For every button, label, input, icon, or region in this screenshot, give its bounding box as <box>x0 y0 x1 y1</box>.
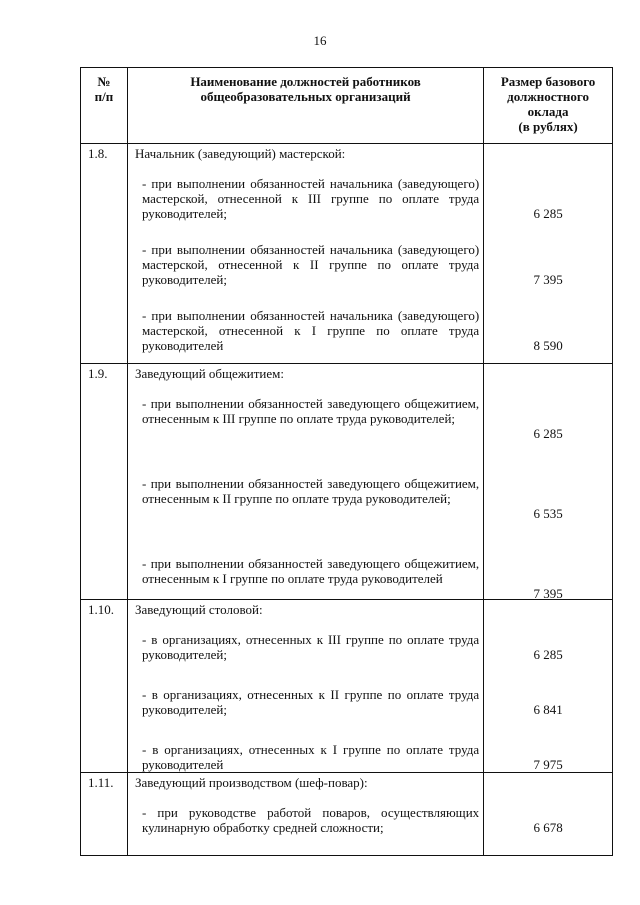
condition-item: - при выполнении обязанностей заведующего общежитием, отнесенным к I группе по оплате труда руководителей <box>141 556 480 586</box>
header-number-line1: № <box>97 74 111 89</box>
condition-item: - в организациях, отнесенных к II группе по оплате труда руководителей; <box>141 687 480 717</box>
page-number: 16 <box>313 33 327 48</box>
salary-value: 8 590 <box>533 338 563 353</box>
condition-item: - при выполнении обязанностей заведующего общежитием, отнесенным к III группе по оплате труда руководителей; <box>141 396 480 426</box>
header-salary-column <box>484 68 613 144</box>
table-header-row <box>81 68 613 144</box>
header-name-line1: Наименование должностей работников <box>190 74 421 89</box>
table-row <box>81 364 613 600</box>
salary-value: 6 841 <box>533 702 563 717</box>
salary-value: 6 285 <box>533 206 563 221</box>
salary-value: 6 285 <box>533 647 563 662</box>
salary-table <box>80 67 613 856</box>
condition-item: - при выполнении обязанностей заведующего общежитием, отнесенным к II группе по оплате труда руководителей; <box>141 476 480 506</box>
salary-value: 6 678 <box>533 820 563 835</box>
position-title: Заведующий общежитием: <box>134 366 284 381</box>
header-position-name-column <box>127 68 483 144</box>
condition-item: - в организациях, отнесенных к I группе по оплате труда руководителей <box>141 742 480 772</box>
row-number: 1.11. <box>81 773 128 856</box>
table-row <box>81 600 613 773</box>
condition-item: - при выполнении обязанностей начальника (заведующего) мастерской, отнесенной к I группе по оплате труда руководителей <box>141 308 480 353</box>
salary-value: 7 975 <box>533 757 563 772</box>
header-name-line2: общеобразовательных организаций <box>200 89 411 104</box>
row-number: 1.8. <box>81 144 128 364</box>
position-name-cell <box>127 144 483 364</box>
header-number-column <box>81 68 128 144</box>
position-title: Заведующий столовой: <box>134 602 263 617</box>
salary-cell <box>484 600 613 773</box>
salary-cell <box>484 773 613 856</box>
condition-item: - при руководстве работой поваров, осуществляющих кулинарную обработку средней сложности; <box>141 805 480 835</box>
header-salary-line4: (в рублях) <box>518 119 578 134</box>
header-number-line2: п/п <box>94 89 114 104</box>
header-salary-line2: должностного <box>507 89 589 104</box>
row-number: 1.10. <box>81 600 128 773</box>
position-name-cell <box>127 364 483 600</box>
position-name-cell <box>127 773 483 856</box>
position-title: Заведующий производством (шеф-повар): <box>134 775 368 790</box>
row-number: 1.9. <box>81 364 128 600</box>
table-row <box>81 144 613 364</box>
salary-cell <box>484 144 613 364</box>
condition-item: - в организациях, отнесенных к III группе по оплате труда руководителей; <box>141 632 480 662</box>
condition-item: - при выполнении обязанностей начальника (заведующего) мастерской, отнесенной к II группе по оплате труда руководителей; <box>141 242 480 287</box>
table-row <box>81 773 613 856</box>
salary-value: 6 285 <box>533 426 563 441</box>
salary-value: 7 395 <box>533 272 563 287</box>
header-salary-line3: оклада <box>527 104 569 119</box>
salary-value: 6 535 <box>533 506 563 521</box>
salary-value: 7 395 <box>533 586 563 601</box>
position-name-cell <box>127 600 483 773</box>
header-salary-line1: Размер базового <box>500 74 596 89</box>
position-title: Начальник (заведующий) мастерской: <box>134 146 346 161</box>
condition-item: - при выполнении обязанностей начальника (заведующего) мастерской, отнесенной к III группе по оплате труда руководителей; <box>141 176 480 221</box>
salary-cell <box>484 364 613 600</box>
